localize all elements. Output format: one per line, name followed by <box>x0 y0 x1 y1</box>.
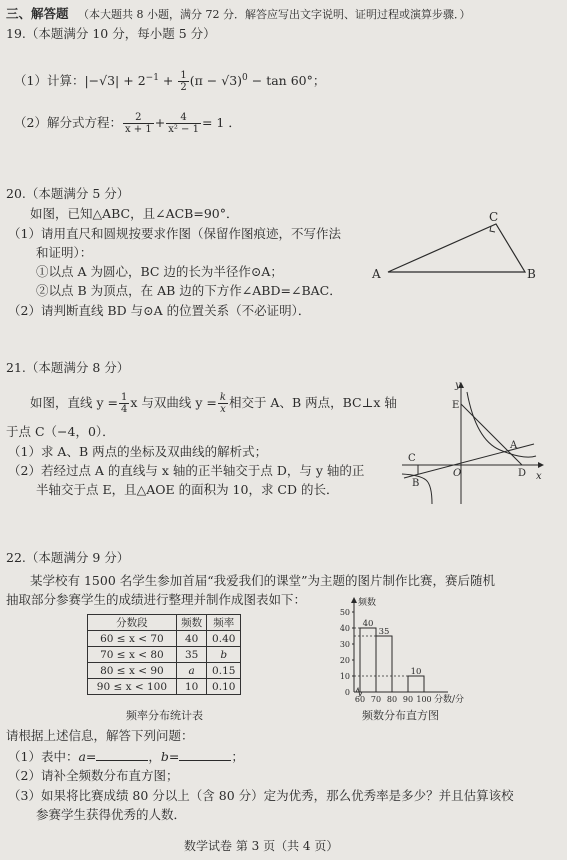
q22-q1-label: （1）表中： <box>8 749 79 764</box>
x-tick-label: 70 <box>370 695 382 704</box>
label-a: A <box>510 440 518 451</box>
q22-intro-line1: 某学校有 1500 名学生参加首届“我爱我们的课堂”为主题的图片制作比赛，赛后随机 <box>30 573 496 588</box>
q21-hyperbola-fraction: $\frac{k}{x}$ <box>219 392 226 415</box>
x-tick-label: 80 <box>386 695 398 704</box>
x-tick-label: 90 <box>402 695 414 704</box>
q19-fraction-1: $\frac{2}{x + 1}$ <box>124 112 152 135</box>
label-b: B <box>412 478 420 489</box>
label-b: B <box>527 267 536 281</box>
q21-line-slope: $\frac{1}{4}$ <box>120 392 128 415</box>
q19-expr-c: (π − √3) <box>189 73 243 89</box>
q19-part2-label: （2）解分式方程： <box>14 115 122 130</box>
table-cell: 35 <box>176 647 207 663</box>
q19-half-fraction: $\frac{1}{2}$ <box>180 70 187 94</box>
q20-part1-line2: 和证明）： <box>36 245 93 260</box>
table-header-cell: 分数段 <box>88 615 177 631</box>
q19-expr-d: − tan 60°； <box>247 73 326 89</box>
q20-step2: ②以点 B 为顶点，在 AB 边的下方作∠ABD=∠BAC． <box>36 283 342 298</box>
histogram-caption: 频数分布直方图 <box>362 709 439 722</box>
q19-part1 <box>14 70 325 93</box>
q19-header: 19.（本题满分 10 分，每小题 5 分） <box>6 26 216 41</box>
hyperbola-branch-right <box>467 392 536 457</box>
table-row <box>88 631 241 647</box>
table-row <box>88 647 241 663</box>
q21-intro-line2: 于点 C（−4，0）． <box>6 424 115 439</box>
label-e: E <box>452 400 460 411</box>
q21-part1: （1）求 A、B 两点的坐标及双曲线的解析式； <box>8 444 268 459</box>
table-row <box>88 663 241 679</box>
label-o: O <box>453 468 462 479</box>
y-tick-label: 0 <box>344 688 350 697</box>
frequency-histogram <box>332 596 492 708</box>
label-a: A <box>372 267 381 281</box>
bar-value-label: 10 <box>410 667 422 677</box>
triangle-abc <box>388 224 525 272</box>
q19-exp-c: 0 <box>242 73 248 83</box>
q21-intro <box>30 392 397 415</box>
table-row <box>88 679 241 695</box>
q22-q3-line1: （3）如果将比赛成绩 80 分以上（含 80 分）定为优秀，那么优秀率是多少？并且估算该校 <box>8 788 514 803</box>
q22-intro-line2: 抽取部分参赛学生的成绩进行整理并制作成图表如下： <box>6 592 307 607</box>
table-cell: 0.40 <box>207 631 241 647</box>
y-tick-label: 10 <box>339 672 350 681</box>
q22-q1-end: ； <box>231 749 244 764</box>
table-header-row <box>88 615 241 631</box>
q21-intro-c: 相交于 A、B 两点，BC⊥x 轴 <box>228 395 397 410</box>
table-cell: 40 <box>176 631 207 647</box>
q22-q1 <box>8 748 244 765</box>
table-cell: 70 ≤ x < 80 <box>88 647 177 663</box>
q19-part2 <box>14 112 241 135</box>
answer-blank-b[interactable] <box>179 748 231 761</box>
table-cell: 0.15 <box>207 663 241 679</box>
table-cell: 90 ≤ x < 100 <box>88 679 177 695</box>
y-axis-arrow <box>351 597 357 603</box>
q22-q3-line2: 参赛学生获得优秀的人数． <box>36 807 187 822</box>
section-title: 三、解答题 <box>6 6 69 21</box>
q21-intro-a: 如图，直线 y = <box>30 395 118 410</box>
frequency-table <box>87 614 241 695</box>
table-cell: 10 <box>176 679 207 695</box>
label-c: C <box>489 210 499 224</box>
y-tick-label: 20 <box>339 656 350 665</box>
q22-q1-mid: ， <box>148 749 161 764</box>
answer-blank-a[interactable] <box>96 748 148 761</box>
table-cell: 80 ≤ x < 90 <box>88 663 177 679</box>
y-axis-title: 频数 <box>358 598 377 608</box>
q21-part2-line1: （2）若经过点 A 的直线与 x 轴的正半轴交于点 D，与 y 轴的正 <box>8 463 365 478</box>
q19-exp-a: −1 <box>145 73 159 83</box>
q19-expr-a: |−√3| + 2 <box>84 73 146 89</box>
y-tick-label: 50 <box>339 608 350 617</box>
histogram-bar <box>376 636 392 692</box>
q21-intro-b: x 与双曲线 y = <box>130 395 217 410</box>
q20-part2: （2）请判断直线 BD 与⊙A 的位置关系（不必证明）． <box>8 303 311 318</box>
q22-var-a: a <box>78 749 86 764</box>
q20-header: 20.（本题满分 5 分） <box>6 186 130 201</box>
q22-prompt: 请根据上述信息，解答下列问题： <box>6 728 194 743</box>
histogram-bar <box>360 628 376 692</box>
bar-value-label: 40 <box>362 619 374 629</box>
q22-var-b: b <box>160 749 169 764</box>
q20-part1-line1: （1）请用直尺和圆规按要求作图（保留作图痕迹，不写作法 <box>8 226 341 241</box>
table-header-cell: 频率 <box>207 615 241 631</box>
table-cell: b <box>207 647 241 663</box>
table-cell: a <box>176 663 207 679</box>
table-caption: 频率分布统计表 <box>126 709 203 722</box>
label-d: D <box>518 468 527 479</box>
y-tick-label: 30 <box>339 640 350 649</box>
page-footer: 数学试卷 第 3 页（共 4 页） <box>184 839 339 853</box>
section-note: （本大题共 8 小题，满分 72 分．解答应写出文字说明、证明过程或演算步骤．） <box>78 8 471 21</box>
table-header-cell: 频数 <box>176 615 207 631</box>
q21-graph-figure <box>398 378 548 508</box>
label-y: y <box>455 380 461 391</box>
label-x: x <box>536 471 542 482</box>
histogram-bar <box>408 676 424 692</box>
q19-expr-b: + <box>158 73 178 89</box>
q22-q2: （2）请补全频数分布直方图； <box>8 768 179 783</box>
x-axis-arrow <box>538 462 544 468</box>
x-tick-label: 60 <box>354 695 366 704</box>
q19-part1-label: （1）计算： <box>14 73 85 89</box>
q20-triangle-figure <box>370 210 540 285</box>
line-ed <box>461 404 522 465</box>
q20-step1: ①以点 A 为圆心，BC 边的长为半径作⊙A； <box>36 264 283 279</box>
right-angle-mark <box>490 226 495 232</box>
y-tick-label: 40 <box>339 624 350 633</box>
q19-plus: + <box>154 115 166 130</box>
q21-header: 21.（本题满分 8 分） <box>6 360 130 375</box>
table-cell: 0.10 <box>207 679 241 695</box>
q21-part2-line2: 半轴交于点 E，且△AOE 的面积为 10，求 CD 的长． <box>36 482 339 497</box>
x-axis-title: 分数/分 <box>434 695 465 705</box>
q19-fraction-2: $\frac{4}{\text{x² − 1}}$ <box>168 112 199 135</box>
q22-eq-2: = <box>168 749 180 764</box>
q20-intro: 如图，已知△ABC，且∠ACB=90°． <box>30 206 239 221</box>
q22-header: 22.（本题满分 9 分） <box>6 550 130 565</box>
label-c: C <box>408 453 416 464</box>
q22-eq-1: = <box>85 749 97 764</box>
q19-tail: = 1 ． <box>201 115 241 130</box>
x-tick-label: 100 <box>416 695 432 704</box>
bar-value-label: 35 <box>378 627 390 637</box>
table-cell: 60 ≤ x < 70 <box>88 631 177 647</box>
